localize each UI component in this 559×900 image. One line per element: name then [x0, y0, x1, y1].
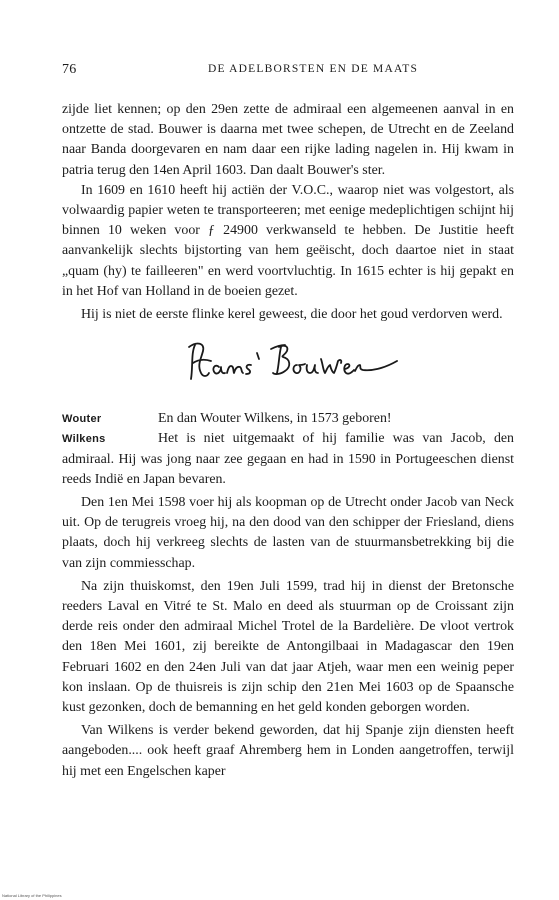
- paragraph: Na zijn thuiskomst, den 19en Juli 1599, trad hij in dienst der Bretonsche reeders Laval en Vitré te St. Malo en deed als stuurman op de Croissant zijn derde reis onder den admiraal Michel Trotel de la Bardelière. De vloot vertrok den 18en Mei 1601, zij bereikte de Antongilbaai in Madagascar den 19en Februari 1602 en den 24en Juli van dat jaar Atjeh, waar men een weinig peper kon inslaan. Op de thuisreis is zijn schip den 21en Mei 1603 op de Spaansche kust gezonken, doch de bemanning en het geld konden geborgen worden.: [62, 578, 514, 716]
- page-header: [62, 62, 514, 82]
- paragraph: Het is niet uitgemaakt of hij familie was van Jacob, den admiraal. Hij was jong naar zee gegaan en had in 1590 in Portugeeschen dienst reeds Indië en Japan bevaren.: [62, 431, 514, 487]
- paragraph: zijde liet kennen; op den 29en zette de admiraal een algemeenen aanval in en ontzette de stad. Bouwer is daarna met twee schepen, de Utrecht en de Zeeland naar Banda doorgevaren en nam daar een rijke lading nagelen in. Hij kwam in patria terug den 14en April 1603. Dan daalt Bouwer's ster.: [62, 102, 514, 178]
- paragraph: Den 1en Mei 1598 voer hij als koopman op de Utrecht onder Jacob van Neck uit. Op de terugreis vroeg hij, na den dood van den schipper der Friesland, diens plaats, doch hij verkreeg slechts de lasten van de stuurmansbetrekking bij die van zijn commiesschap.: [62, 495, 514, 571]
- margin-label-line: Wouter: [62, 413, 102, 426]
- running-head: DE ADELBORSTEN EN DE MAATS: [207, 63, 419, 75]
- footer-watermark: National Library of the Philippines: [2, 893, 62, 898]
- page-number: 76: [62, 62, 77, 77]
- page-body: [62, 100, 514, 782]
- paragraph: Van Wilkens is verder bekend geworden, dat hij Spanje zijn diensten heeft aangeboden.... ook heeft graaf Ahremberg hem in Londen aangetroffen, terwijl hij met een Engelschen kaper: [62, 723, 514, 779]
- signature-area: [62, 327, 514, 407]
- paragraph: Hij is niet de eerste flinke kerel geweest, die door het goud verdorven werd.: [81, 307, 503, 323]
- margin-label-line: Wilkens: [62, 433, 106, 446]
- lead-line: En dan Wouter Wilkens, in 1573 geboren!: [158, 411, 392, 427]
- paragraph: In 1609 en 1610 heeft hij actiën der V.O.C., waarop niet was volgestort, als volwaardig papier weten te transporteeren; met eenige medeplichtigen schijnt hij binnen 10 weken voor ƒ 24900 verkwanseld te hebben. De Justitie heeft aanvankelijk slechts bijstorting van hem geëischt, doch daartoe niet in staat „quam (hy) te failleeren" en werd voortvluchtig. In 1615 echter is hij gepakt en in het Hof van Holland in de boeien gezet.: [62, 182, 514, 299]
- signature-hans-bouwer: [187, 337, 417, 392]
- margin-label: [62, 409, 106, 449]
- section-wouter-wilkens: [62, 409, 514, 782]
